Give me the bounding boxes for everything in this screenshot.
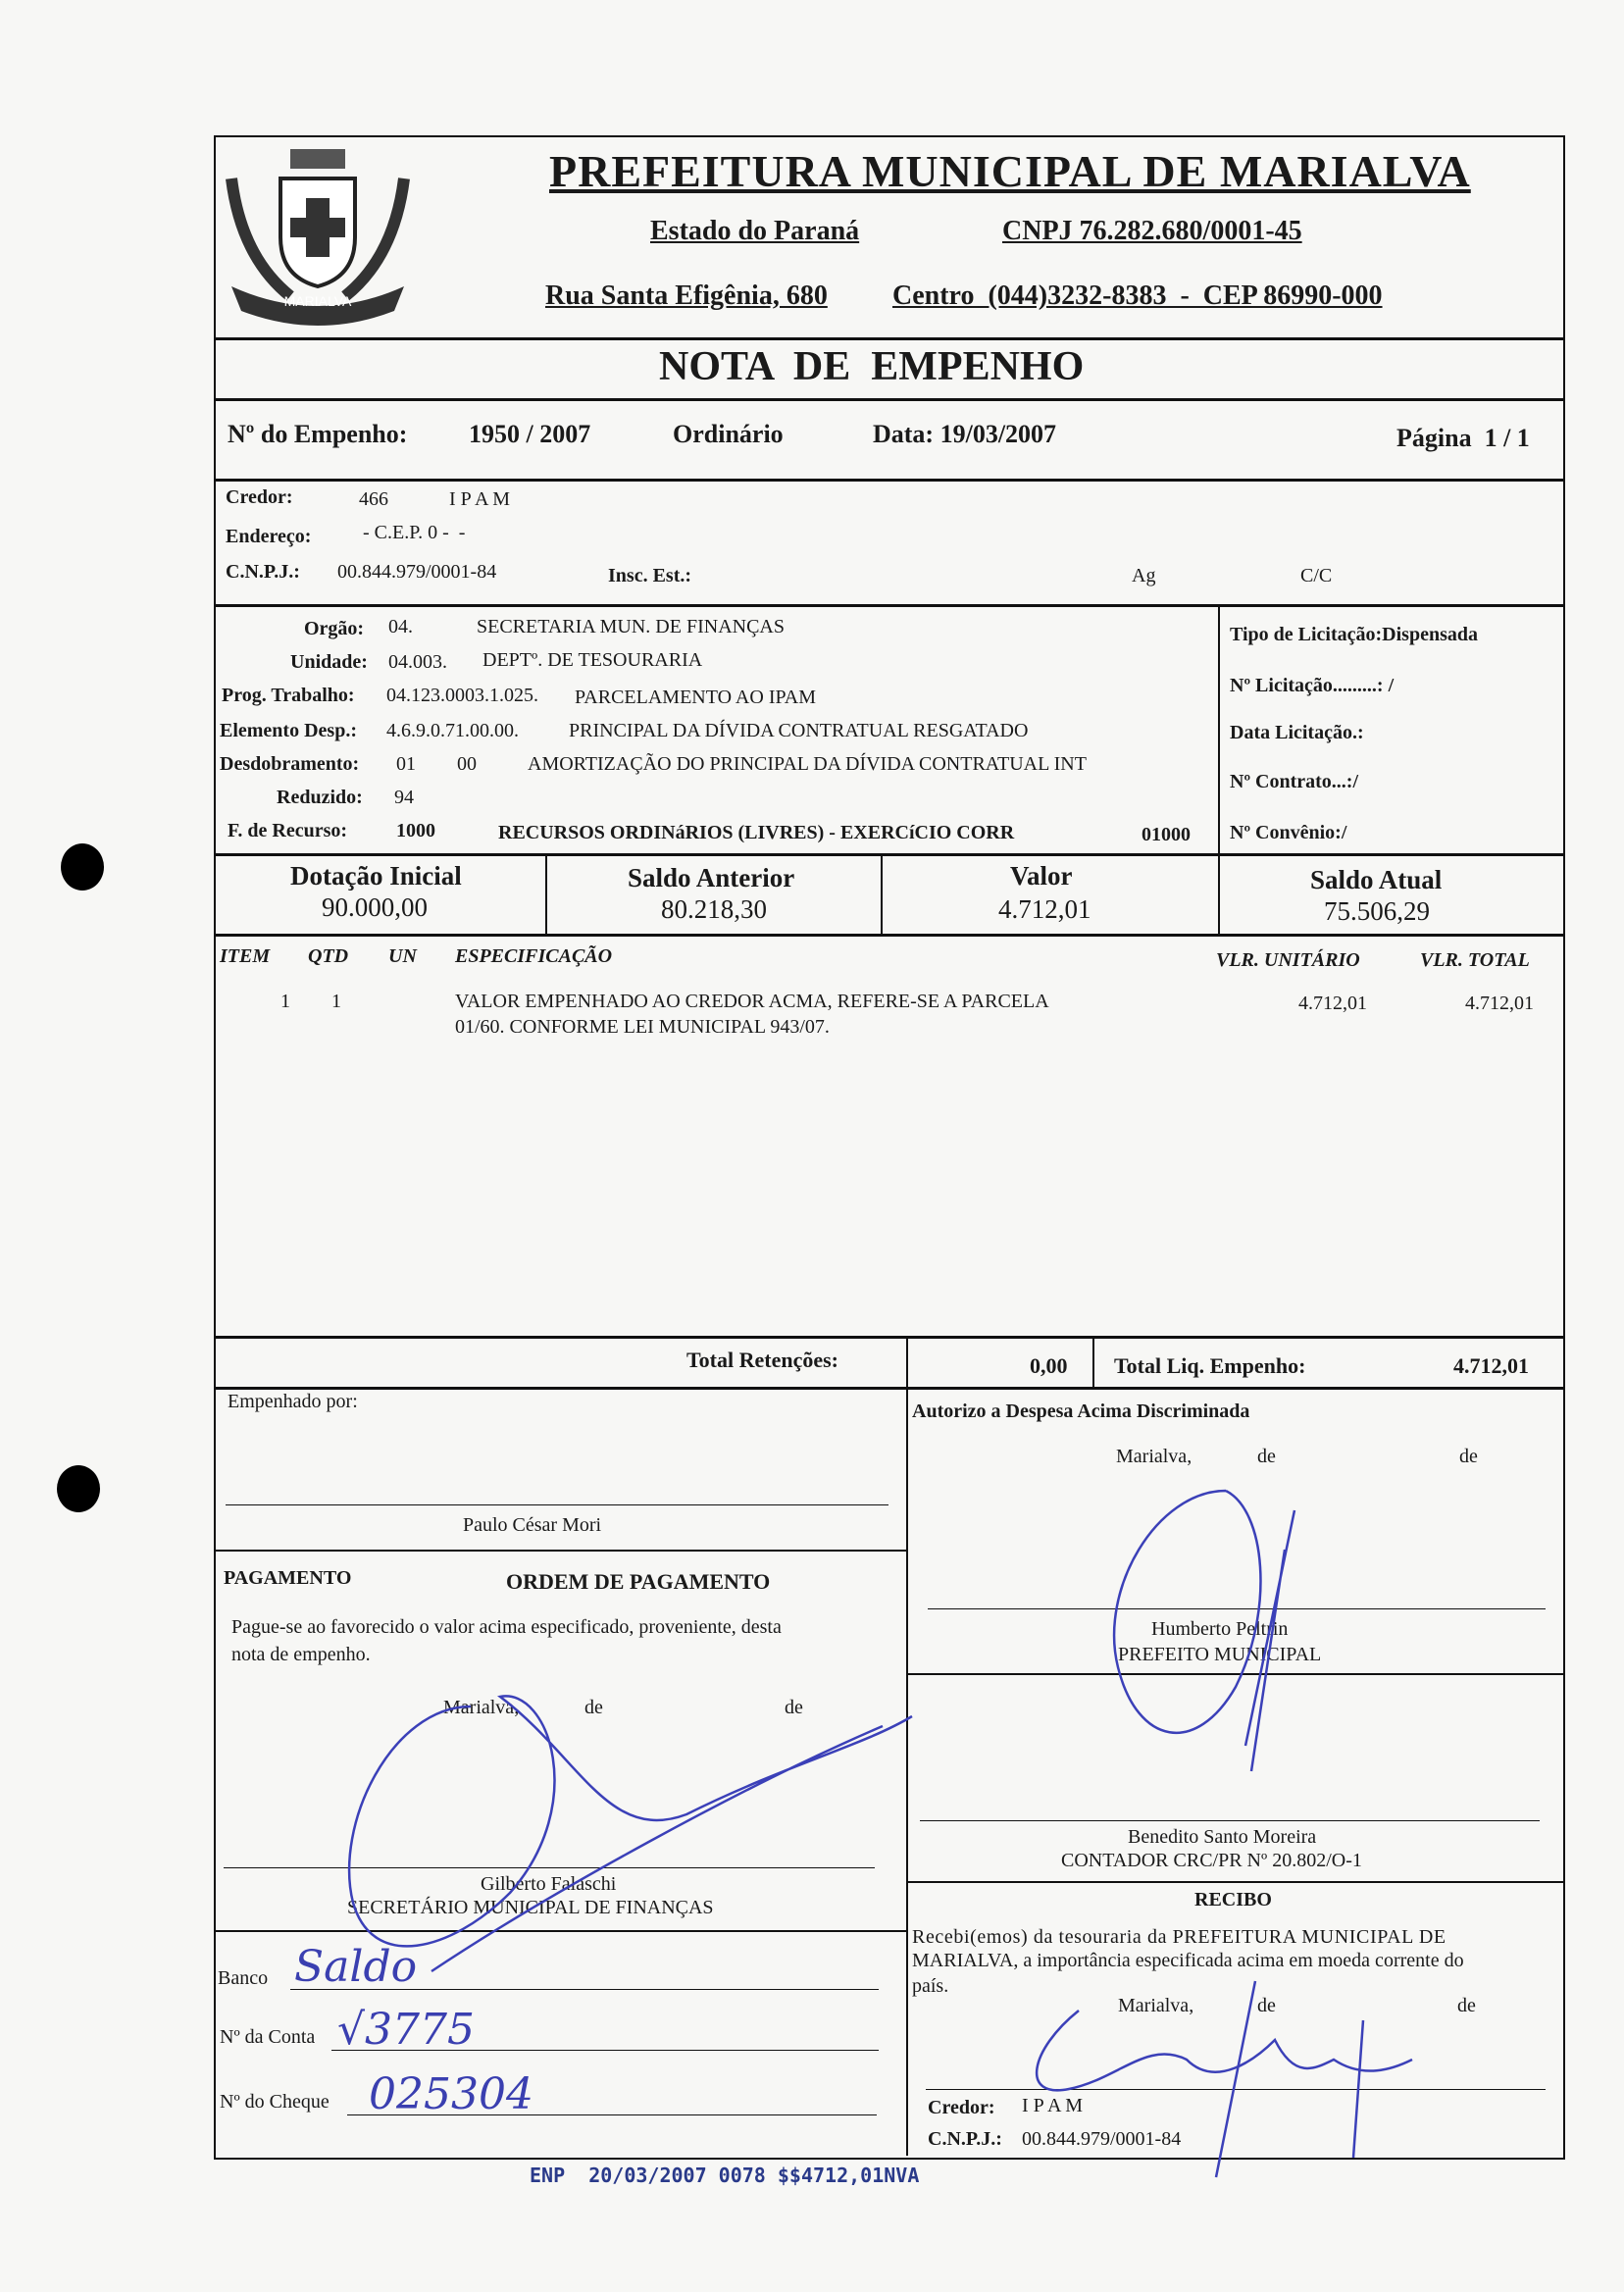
recibo-text-line3: país. <box>912 1975 949 1997</box>
items-header-vlr-unitario: VLR. UNITÁRIO <box>1216 949 1360 971</box>
prog-label: Prog. Trabalho: <box>222 685 355 706</box>
orgao-name: SECRETARIA MUN. DE FINANÇAS <box>477 616 785 637</box>
contador-name: Benedito Santo Moreira <box>1128 1826 1317 1848</box>
orgao-code: 04. <box>388 616 413 637</box>
recibo-title: RECIBO <box>1194 1889 1272 1910</box>
pagamento-label: PAGAMENTO <box>224 1567 352 1589</box>
total-retencoes-label: Total Retenções: <box>686 1348 838 1372</box>
recibo-text-line2: MARIALVA, a importância especificada acima em moeda corrente do <box>912 1950 1464 1971</box>
pagamento-de1: de <box>584 1697 603 1718</box>
dotacao-inicial-label: Dotação Inicial <box>290 861 462 891</box>
ag-label: Ag <box>1132 565 1156 586</box>
items-header-especificacao: ESPECIFICAÇÃO <box>455 945 613 967</box>
item-unit-value: 4.712,01 <box>1298 993 1367 1014</box>
autorizo-de1: de <box>1257 1446 1276 1467</box>
cnpj-credor-label: C.N.P.J.: <box>226 561 300 583</box>
credor-label: Credor: <box>226 486 293 508</box>
banco-label: Banco <box>218 1967 269 1989</box>
valor-label: Valor <box>1010 861 1073 891</box>
pagamento-place: Marialva, <box>443 1697 520 1718</box>
saldo-anterior-value: 80.218,30 <box>661 894 767 924</box>
orgao-label: Orgão: <box>304 618 365 639</box>
unidade-label: Unidade: <box>290 651 368 673</box>
fonte-code: 1000 <box>396 820 435 841</box>
item-number: 1 <box>280 991 290 1012</box>
items-header-vlr-total: VLR. TOTAL <box>1420 949 1530 971</box>
empenhado-por-label: Empenhado por: <box>228 1391 358 1412</box>
convenio-numero: Nº Convênio:/ <box>1230 822 1347 843</box>
recibo-credor-label: Credor: <box>928 2097 995 2118</box>
pagamento-text-line2: nota de empenho. <box>231 1644 371 1665</box>
total-liq-label: Total Liq. Empenho: <box>1114 1353 1306 1378</box>
state-label: Estado do Paraná <box>650 216 860 246</box>
pagamento-de2: de <box>785 1697 803 1718</box>
page-title: PREFEITURA MUNICIPAL DE MARIALVA <box>549 146 1471 196</box>
empenho-number-label: Nº do Empenho: <box>228 420 408 448</box>
item-qtd: 1 <box>331 991 341 1012</box>
items-header-un: UN <box>388 945 417 967</box>
recibo-de1: de <box>1257 1995 1276 2016</box>
cnpj-label: CNPJ 76.282.680/0001-45 <box>1002 216 1302 246</box>
recibo-text-line1: Recebi(emos) da tesouraria da PREFEITURA MUNICIPAL DE <box>912 1926 1446 1948</box>
authentication-stamp: ENP 20/03/2007 0078 $$4712,01NVA <box>530 2164 920 2187</box>
autorizo-place: Marialva, <box>1116 1446 1193 1467</box>
elemento-code: 4.6.9.0.71.00.00. <box>386 720 519 741</box>
banco-handwritten: Saldo <box>294 1942 418 1992</box>
endereco-label: Endereço: <box>226 526 312 547</box>
items-header-qtd: QTD <box>308 945 349 967</box>
dotacao-inicial-value: 90.000,00 <box>322 892 428 922</box>
ordem-pagamento-label: ORDEM DE PAGAMENTO <box>506 1569 771 1594</box>
insc-est-label: Insc. Est.: <box>608 565 692 586</box>
recibo-place: Marialva, <box>1118 1995 1194 2016</box>
pagamento-text-line1: Pague-se ao favorecido o valor acima especificado, proveniente, desta <box>231 1616 782 1638</box>
secretario-signature <box>349 1696 912 1971</box>
cnpj-credor-value: 00.844.979/0001-84 <box>337 561 497 583</box>
fonte-label: F. de Recurso: <box>228 820 348 841</box>
reduzido-value: 94 <box>394 787 414 808</box>
autorizo-de2: de <box>1459 1446 1478 1467</box>
recibo-cnpj-value: 00.844.979/0001-84 <box>1022 2128 1182 2150</box>
valor-value: 4.712,01 <box>998 894 1091 924</box>
empenho-number: 1950 / 2007 <box>469 420 591 448</box>
total-retencoes-value: 0,00 <box>1030 1353 1068 1378</box>
empenho-date: Data: 19/03/2007 <box>873 420 1057 448</box>
licitacao-numero: Nº Licitação.........: / <box>1230 675 1395 696</box>
page-number: Página 1 / 1 <box>1396 424 1530 452</box>
credor-name: I P A M <box>449 488 511 510</box>
elemento-name: PRINCIPAL DA DÍVIDA CONTRATUAL RESGATADO <box>569 720 1029 741</box>
saldo-anterior-label: Saldo Anterior <box>628 863 795 892</box>
item-total-value: 4.712,01 <box>1465 993 1534 1014</box>
address-contact: Centro (044)3232-8383 - CEP 86990-000 <box>892 280 1383 311</box>
fonte-name: RECURSOS ORDINáRIOS (LIVRES) - EXERCíCIO CORR <box>498 822 1015 843</box>
prog-code: 04.123.0003.1.025. <box>386 685 538 706</box>
empenhado-por-name: Paulo César Mori <box>463 1514 602 1536</box>
cc-label: C/C <box>1300 565 1333 586</box>
desdobramento-code1: 01 <box>396 753 416 775</box>
items-header-item: ITEM <box>220 945 271 967</box>
fonte-code2: 01000 <box>1142 824 1191 845</box>
elemento-label: Elemento Desp.: <box>220 720 357 741</box>
secretario-name: Gilberto Falaschi <box>481 1873 617 1895</box>
conta-label: Nº da Conta <box>220 2026 316 2048</box>
document-title: NOTA DE EMPENHO <box>659 344 1085 389</box>
desdobramento-name: AMORTIZAÇÃO DO PRINCIPAL DA DÍVIDA CONTRATUAL INT <box>528 753 1087 775</box>
autorizo-label: Autorizo a Despesa Acima Discriminada <box>912 1401 1250 1422</box>
crest-banner-text: MARIALVA <box>283 293 352 309</box>
unidade-name: DEPTº. DE TESOURARIA <box>482 649 703 671</box>
saldo-atual-label: Saldo Atual <box>1310 865 1443 894</box>
endereco-value: - C.E.P. 0 - - <box>363 522 466 543</box>
secretario-role: SECRETÁRIO MUNICIPAL DE FINANÇAS <box>347 1897 714 1918</box>
cheque-label: Nº do Cheque <box>220 2091 330 2113</box>
prefeito-signature <box>1114 1491 1294 1771</box>
item-description-line1: VALOR EMPENHADO AO CREDOR ACMA, REFERE-SE A PARCELA <box>455 991 1049 1012</box>
total-liq-value: 4.712,01 <box>1453 1353 1529 1378</box>
prefeito-role: PREFEITO MUNICIPAL <box>1118 1644 1322 1665</box>
licitacao-tipo: Tipo de Licitação:Dispensada <box>1230 624 1478 645</box>
reduzido-label: Reduzido: <box>277 787 363 808</box>
contrato-numero: Nº Contrato...:/ <box>1230 771 1359 792</box>
item-description-line2: 01/60. CONFORME LEI MUNICIPAL 943/07. <box>455 1016 830 1038</box>
address-label: Rua Santa Efigênia, 680 <box>545 280 828 311</box>
unidade-code: 04.003. <box>388 651 447 673</box>
contador-role: CONTADOR CRC/PR Nº 20.802/O-1 <box>1061 1850 1362 1871</box>
saldo-atual-value: 75.506,29 <box>1324 896 1430 926</box>
recibo-cnpj-label: C.N.P.J.: <box>928 2128 1002 2150</box>
recibo-de2: de <box>1457 1995 1476 2016</box>
recebedor-signature <box>1037 1981 1412 2177</box>
prefeito-name: Humberto Peltrin <box>1151 1618 1289 1640</box>
desdobramento-label: Desdobramento: <box>220 753 360 775</box>
cheque-handwritten: 025304 <box>369 2069 533 2119</box>
credor-code: 466 <box>359 488 388 510</box>
licitacao-data: Data Licitação.: <box>1230 722 1364 743</box>
conta-handwritten: √3775 <box>337 2005 476 2055</box>
recibo-credor-value: I P A M <box>1022 2095 1084 2116</box>
desdobramento-code2: 00 <box>457 753 477 775</box>
empenho-type: Ordinário <box>673 420 784 448</box>
prog-name: PARCELAMENTO AO IPAM <box>575 687 816 708</box>
